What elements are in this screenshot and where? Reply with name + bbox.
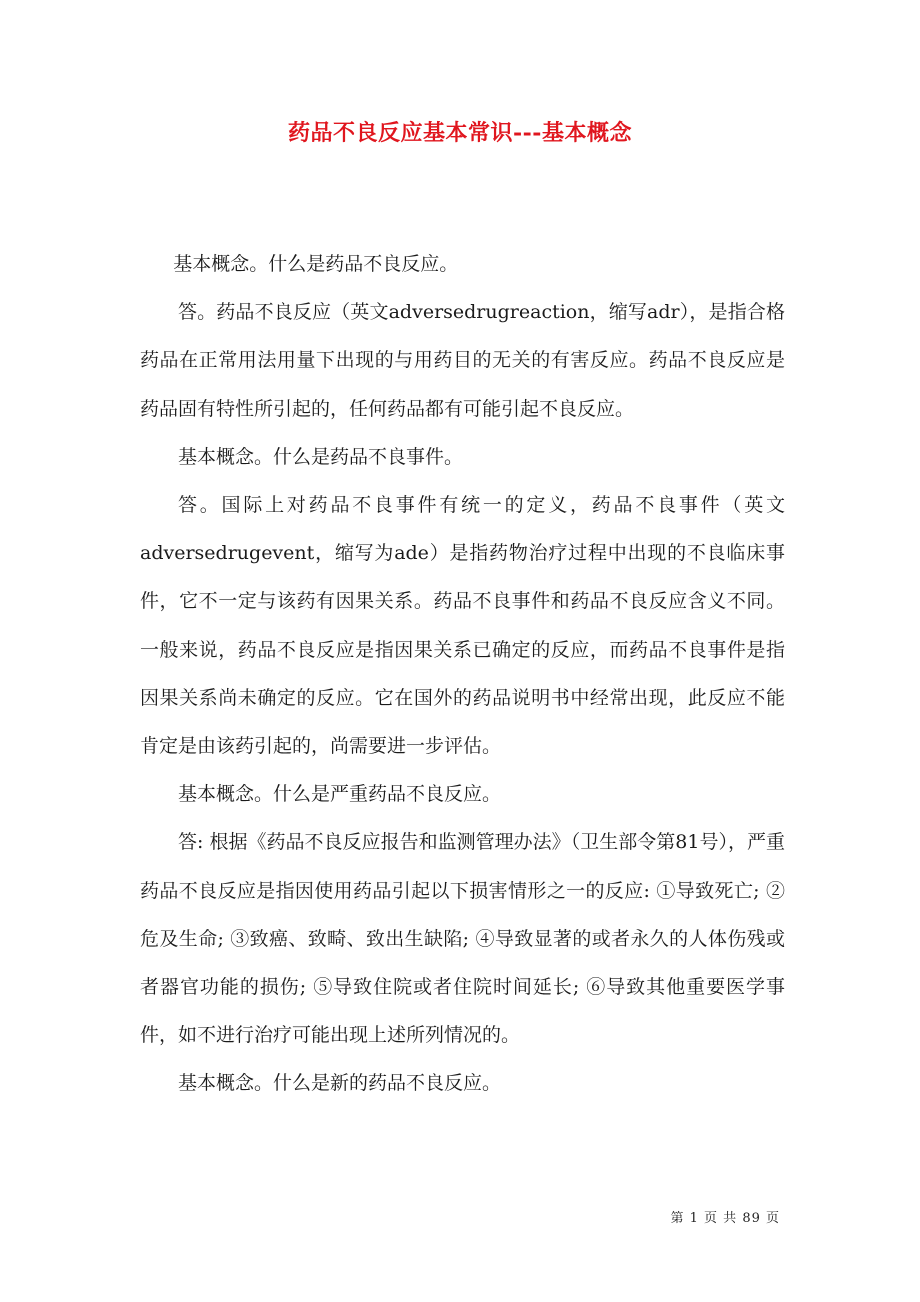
page-number-footer: 第 1 页 共 89 页 — [670, 1211, 780, 1226]
paragraph-question-2: 基本概念。什么是药品不良事件。 — [178, 445, 464, 468]
paragraph-answer-3: 答: 根据《药品不良反应报告和监测管理办法》（卫生部令第81号），严重药品不良反应是指因使用药品引起以下损害情形之一的反应: ①导致死亡; ②危及生命; ③致癌、致畸、致出生缺陷; ④导致显著的或者永久的人体伤残或者器官功能的损伤; ⑤导致住院或者住院时间延长; ⑥导致其他重要医学事件，如不进行治疗可能出现上述所列情况的。 — [140, 831, 785, 1047]
paragraph-answer-1: 答。药品不良反应（英文adversedrugreaction，缩写adr），是指合格药品在正常用法用量下出现的与用药目的无关的有害反应。药品不良反应是药品固有特性所引起的，任何药品都有可能引起不良反应。 — [140, 301, 785, 420]
paragraph-answer-2: 答。国际上对药品不良事件有统一的定义，药品不良事件（英文adversedrugevent，缩写为ade）是指药物治疗过程中出现的不良临床事件，它不一定与该药有因果关系。药品不良事件和药品不良反应含义不同。一般来说，药品不良反应是指因果关系已确定的反应，而药品不良事件是指因果关系尚未确定的反应。它在国外的药品说明书中经常出现，此反应不能肯定是由该药引起的，尚需要进一步评估。 — [140, 494, 785, 758]
document-body — [140, 240, 785, 1108]
paragraph-question-1: 基本概念。什么是药品不良反应。 — [173, 253, 459, 275]
document-title: 药品不良反应基本常识---基本概念 — [288, 120, 632, 146]
paragraph-question-4: 基本概念。什么是新的药品不良反应。 — [178, 1072, 502, 1095]
paragraph-question-3: 基本概念。什么是严重药品不良反应。 — [178, 783, 502, 806]
